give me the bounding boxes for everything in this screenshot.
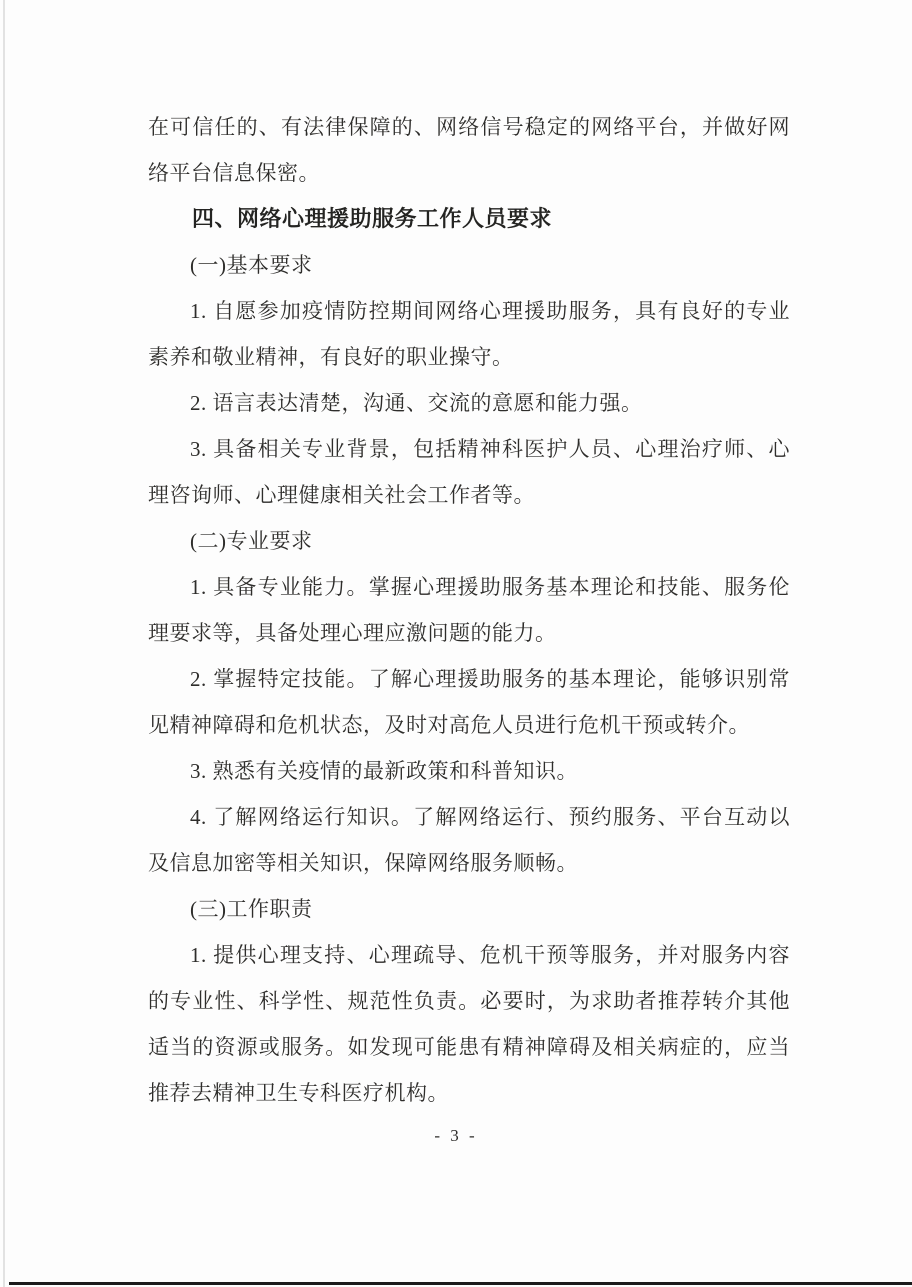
subsection-heading-professional-requirements: (二)专业要求	[190, 529, 313, 553]
page-bottom-edge	[9, 1282, 912, 1285]
paragraph-basic-item-2: 2. 语言表达清楚，沟通、交流的意愿和能力强。	[190, 391, 643, 415]
subsection-heading-basic-requirements: (一)基本要求	[190, 253, 313, 277]
paragraph-basic-item-3: 3. 具备相关专业背景，包括精神科医护人员、心理治疗师、心理咨询师、心理健康相关社会工作者等。	[148, 437, 790, 507]
page-left-edge	[3, 0, 5, 1287]
page-number: - 3 -	[434, 1126, 478, 1145]
paragraph-professional-item-1: 1. 具备专业能力。掌握心理援助服务基本理论和技能、服务伦理要求等，具备处理心理应激问题的能力。	[148, 575, 790, 645]
subsection-heading-job-duties: (三)工作职责	[190, 897, 313, 921]
section-heading-personnel-requirements: 四、网络心理援助服务工作人员要求	[192, 206, 553, 231]
paragraph-professional-item-4: 4. 了解网络运行知识。了解网络运行、预约服务、平台互动以及信息加密等相关知识，保障网络服务顺畅。	[148, 805, 790, 875]
paragraph-professional-item-3: 3. 熟悉有关疫情的最新政策和科普知识。	[190, 759, 578, 783]
paragraph-professional-item-2: 2. 掌握特定技能。了解心理援助服务的基本理论，能够识别常见精神障碍和危机状态，及时对高危人员进行危机干预或转介。	[148, 667, 790, 737]
paragraph-duties-item-1: 1. 提供心理支持、心理疏导、危机干预等服务，并对服务内容的专业性、科学性、规范性负责。必要时，为求助者推荐转介其他适当的资源或服务。如发现可能患有精神障碍及相关病症的，应当推荐去精神卫生专科医疗机构。	[148, 943, 790, 1105]
document-body	[148, 104, 790, 1116]
paragraph-basic-item-1: 1. 自愿参加疫情防控期间网络心理援助服务，具有良好的专业素养和敬业精神，有良好的职业操守。	[148, 299, 790, 369]
paragraph-platform-security: 在可信任的、有法律保障的、网络信号稳定的网络平台，并做好网络平台信息保密。	[148, 115, 790, 185]
